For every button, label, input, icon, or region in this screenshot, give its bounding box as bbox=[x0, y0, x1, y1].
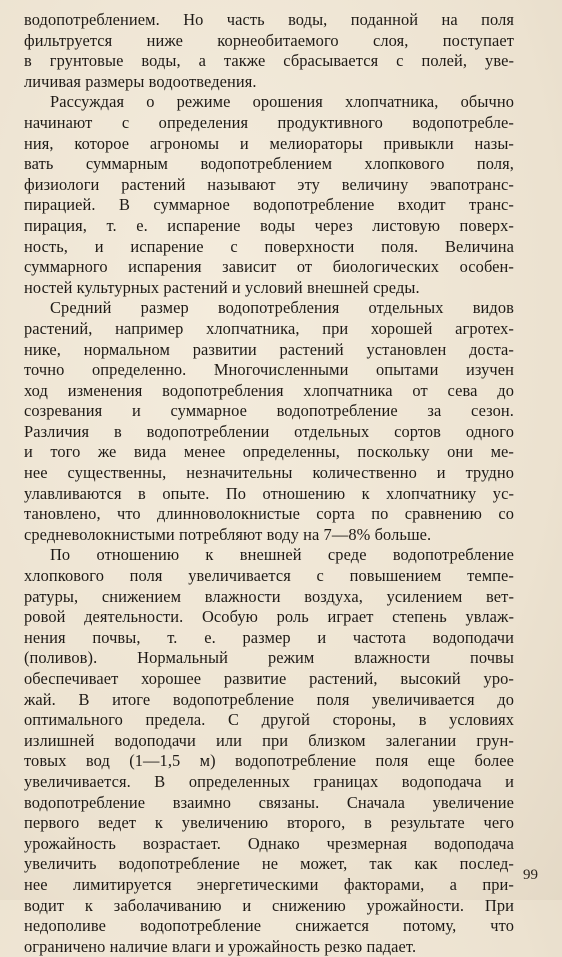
text-line: ровой деятельности. Особую роль играет степень увлаж- bbox=[24, 607, 514, 627]
paragraph bbox=[24, 545, 514, 957]
text-line: обеспечивает хорошее развитие растений, высокий уро- bbox=[24, 669, 514, 688]
text-line: водопотреблением. Но часть воды, поданной на поля bbox=[24, 10, 514, 29]
text-line: первого ведет к увеличению второго, в результате чего bbox=[24, 813, 514, 833]
text-line: начинают с определения продуктивного водопотребле- bbox=[24, 112, 514, 132]
text-line: Рассуждая о режиме орошения хлопчатника, обычно bbox=[50, 92, 514, 112]
text-line: ния, которое агрономы и мелиораторы привыкли назы- bbox=[24, 133, 514, 153]
text-line: личивая размеры водоотведения. bbox=[24, 71, 257, 91]
text-line: нее лимитируется энергетическими факторами, а при- bbox=[24, 874, 514, 894]
text-line: в грунтовые воды, а также сбрасывается с полей, уве- bbox=[24, 51, 514, 71]
text-line: ность, и испарение с поверхности поля. Величина bbox=[24, 236, 514, 256]
text-line: ограничено наличие влаги и урожайность резко падает. bbox=[24, 936, 417, 956]
text-line: недополиве водопотребление снижается потому, что bbox=[24, 916, 514, 936]
text-line: Средний размер водопотребления отдельных видов bbox=[50, 298, 514, 318]
text-line: водопотребление взаимно связаны. Сначала увеличение bbox=[24, 792, 514, 812]
text-line: растений, например хлопчатника, при хорошей агротех- bbox=[24, 318, 514, 338]
text-line: увеличить водопотребление не может, так как послед- bbox=[24, 854, 514, 874]
text-line: и того же вида менее определенны, поскольку они ме- bbox=[24, 442, 514, 462]
text-line: нения почвы, т. е. размер и частота водоподачи bbox=[24, 627, 514, 647]
text-line: вать суммарным водопотреблением хлопкового поля, bbox=[24, 154, 514, 174]
text-line: урожайность возрастает. Однако чрезмерная водоподача bbox=[24, 833, 514, 853]
text-line: пирацией. В суммарное водопотребление входит транс- bbox=[24, 195, 514, 215]
text-line: точно определенно. Многочисленными опытами изучен bbox=[24, 360, 514, 380]
page-number: 99 bbox=[523, 867, 538, 883]
text-line: тановлено, что длинноволокнистые сорта по сравнению со bbox=[24, 504, 514, 524]
text-line: суммарного испарения зависит от биологических особен- bbox=[24, 257, 514, 277]
text-line: ностей культурных растений и условий внешней среды. bbox=[24, 277, 420, 297]
text-line: нее существенны, незначительны количественно и трудно bbox=[24, 463, 514, 483]
text-line: ход изменения водопотребления хлопчатника от сева до bbox=[24, 380, 514, 400]
text-line: хлопкового поля увеличивается с повышением темпе- bbox=[24, 566, 514, 586]
text-line: нике, нормальном развитии растений установлен доста- bbox=[24, 339, 514, 359]
text-line: средневолокнистыми потребляют воду на 7—8% больше. bbox=[24, 524, 432, 544]
text-line: оптимального предела. С другой стороны, в условиях bbox=[24, 710, 514, 730]
paragraph bbox=[24, 10, 514, 92]
text-line: (поливов). Нормальный режим влажности почвы bbox=[24, 648, 514, 668]
text-line: физиологи растений называют эту величину эвапотранс- bbox=[24, 174, 514, 194]
text-line: водит к заболачиванию и снижению урожайности. При bbox=[24, 895, 514, 915]
text-line: пирация, т. е. испарение воды через листовую поверх- bbox=[24, 215, 514, 235]
text-line: созревания и суммарное водопотребление за сезон. bbox=[24, 401, 514, 421]
text-line: Различия в водопотреблении отдельных сортов одного bbox=[24, 421, 514, 441]
text-line: товых вод (1—1,5 м) водопотребление поля еще более bbox=[24, 751, 514, 771]
paragraph bbox=[24, 92, 514, 298]
text-line: излишней водоподачи или при близком залегании грун- bbox=[24, 730, 514, 750]
text-line: фильтруется ниже корнеобитаемого слоя, поступает bbox=[24, 30, 514, 50]
text-line: По отношению к внешней среде водопотребление bbox=[50, 545, 514, 565]
text-line: жай. В итоге водопотребление поля увеличивается до bbox=[24, 689, 514, 709]
paragraph bbox=[24, 298, 514, 545]
text-line: улавливаются в опыте. По отношению к хлопчатнику ус- bbox=[24, 483, 514, 503]
text-line: увеличивается. В определенных границах водоподача и bbox=[24, 771, 514, 791]
text-line: ратуры, снижением влажности воздуха, усилением вет- bbox=[24, 586, 514, 606]
page-text bbox=[24, 10, 514, 957]
